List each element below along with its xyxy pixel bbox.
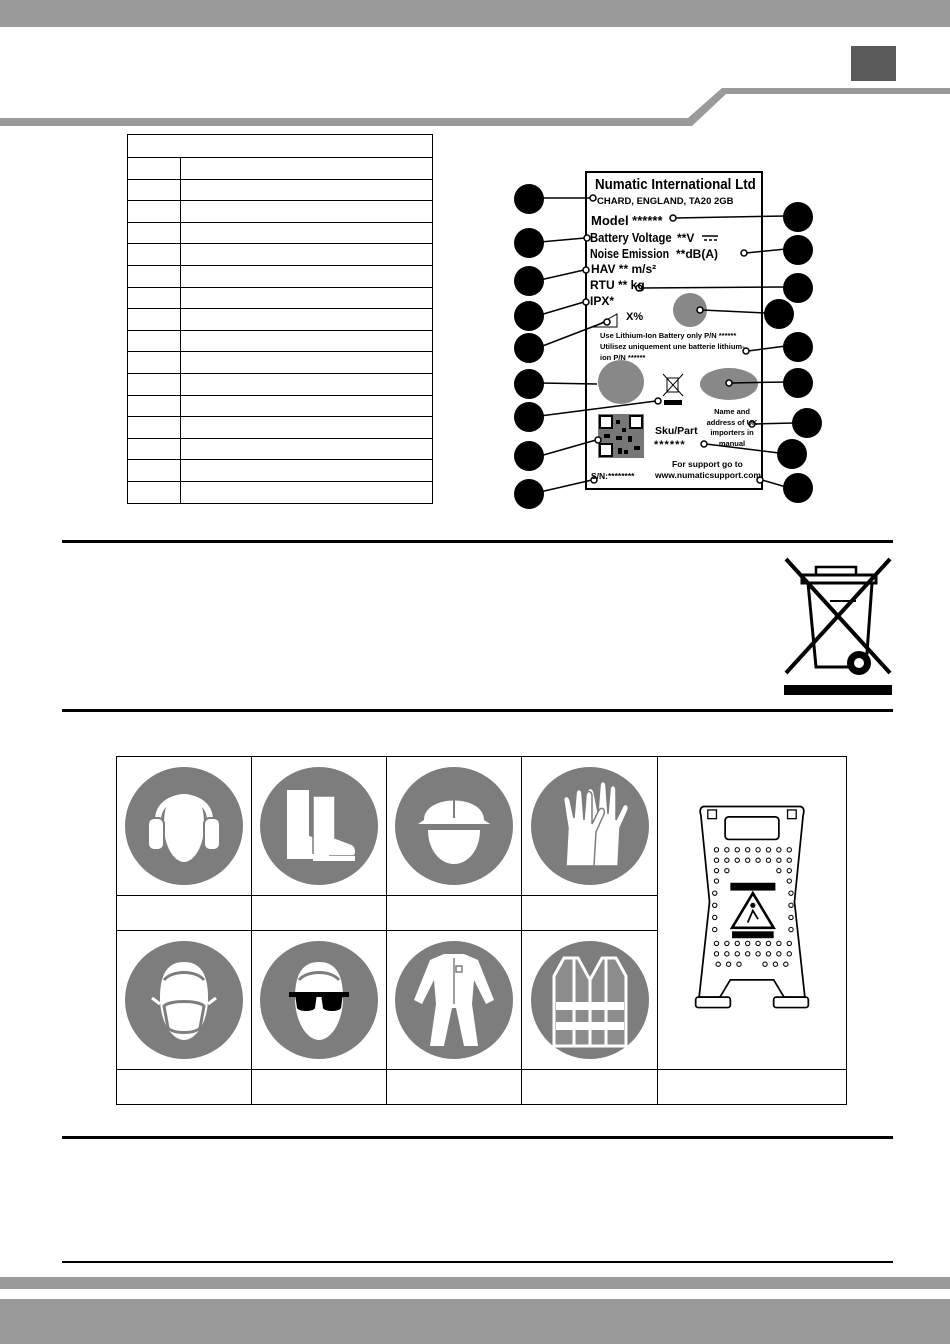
plate-hav: HAV ** m/s² xyxy=(591,262,657,276)
plate-slope: X% xyxy=(626,311,644,323)
plate-noise-value: **dB(A) xyxy=(676,247,718,261)
callout-marker xyxy=(514,228,544,258)
ppe-table xyxy=(116,756,847,1105)
callout-marker xyxy=(764,299,794,329)
callout-marker xyxy=(783,473,813,503)
ppe-label xyxy=(387,896,522,931)
plate-rtu: RTU ** kg xyxy=(590,278,645,292)
weee-text xyxy=(62,560,762,690)
callout-marker xyxy=(783,368,813,398)
callout-marker xyxy=(514,333,544,363)
qr-code-icon xyxy=(598,414,644,458)
ppe-cell xyxy=(387,757,522,896)
safety-boots-icon xyxy=(259,766,379,886)
hard-hat-icon xyxy=(394,766,514,886)
plate-model: Model ****** xyxy=(591,213,663,228)
ppe-label xyxy=(117,1070,252,1105)
gloves-icon xyxy=(530,766,650,886)
ppe-cell xyxy=(658,757,847,1070)
ppe-cell xyxy=(252,931,387,1070)
ppe-label xyxy=(252,896,387,931)
plate-serial: S/N:******** xyxy=(591,471,635,481)
crossed-out-wheelie-bin-icon xyxy=(782,555,894,697)
safety-glasses-icon xyxy=(259,940,379,1060)
plate-noise-label: Noise Emission xyxy=(590,247,670,261)
ppe-label xyxy=(658,1070,847,1105)
plate-support-line1: For support go to xyxy=(672,459,743,469)
callout-marker xyxy=(514,184,544,214)
ppe-label xyxy=(252,1070,387,1105)
plate-importers: Name and address of UK importers in manual xyxy=(706,407,758,448)
callout-marker xyxy=(514,402,544,432)
plate-lithium-line2: Utilisez uniquement une batterie lithium- xyxy=(600,342,745,351)
callout-marker xyxy=(792,408,822,438)
plate-company: Numatic International Ltd xyxy=(595,177,756,193)
ear-protection-icon xyxy=(124,766,244,886)
hi-vis-vest-icon xyxy=(530,940,650,1060)
divider xyxy=(62,1261,893,1263)
plate-battery-voltage-value: **V xyxy=(677,231,695,245)
plate-lithium-line3: ion P/N ****** xyxy=(600,353,646,362)
callout-marker xyxy=(514,301,544,331)
plate-sku-label: Sku/Part xyxy=(655,425,698,437)
plate-battery-voltage-label: Battery Voltage xyxy=(590,231,672,245)
callout-marker xyxy=(777,439,807,469)
ppe-label xyxy=(522,1070,658,1105)
bottom-bar xyxy=(0,1299,950,1344)
ppe-label xyxy=(387,1070,522,1105)
callout-marker xyxy=(783,202,813,232)
plate-address: CHARD, ENGLAND, TA20 2GB xyxy=(597,196,734,207)
bottom-bar xyxy=(0,1277,950,1289)
face-mask-icon xyxy=(124,940,244,1060)
callout-marker xyxy=(783,332,813,362)
divider xyxy=(62,1136,893,1139)
divider xyxy=(62,709,893,712)
wet-floor-sign-icon xyxy=(687,783,817,1038)
ppe-cell xyxy=(387,931,522,1070)
plate-sku-value: ****** xyxy=(654,439,686,451)
plate-support-line2: www.numaticsupport.com xyxy=(655,470,761,480)
ppe-cell xyxy=(522,757,658,896)
callout-marker xyxy=(514,441,544,471)
callout-marker xyxy=(783,273,813,303)
overalls-icon xyxy=(394,940,514,1060)
plate-lithium-line1: Use Lithium-Ion Battery only P/N ****** xyxy=(600,331,737,340)
callout-marker xyxy=(514,266,544,296)
ppe-cell xyxy=(117,931,252,1070)
ppe-cell xyxy=(117,757,252,896)
ppe-label xyxy=(522,896,658,931)
divider xyxy=(62,540,893,543)
ce-mark-disc xyxy=(598,360,644,404)
ppe-label xyxy=(117,896,252,931)
callout-marker xyxy=(514,479,544,509)
ppe-cell xyxy=(522,931,658,1070)
callout-marker xyxy=(514,369,544,399)
plate-ipx: IPX* xyxy=(590,294,615,308)
ppe-cell xyxy=(252,757,387,896)
small-weee-icon xyxy=(663,374,683,405)
footer-text xyxy=(62,1150,893,1250)
callout-marker xyxy=(783,235,813,265)
